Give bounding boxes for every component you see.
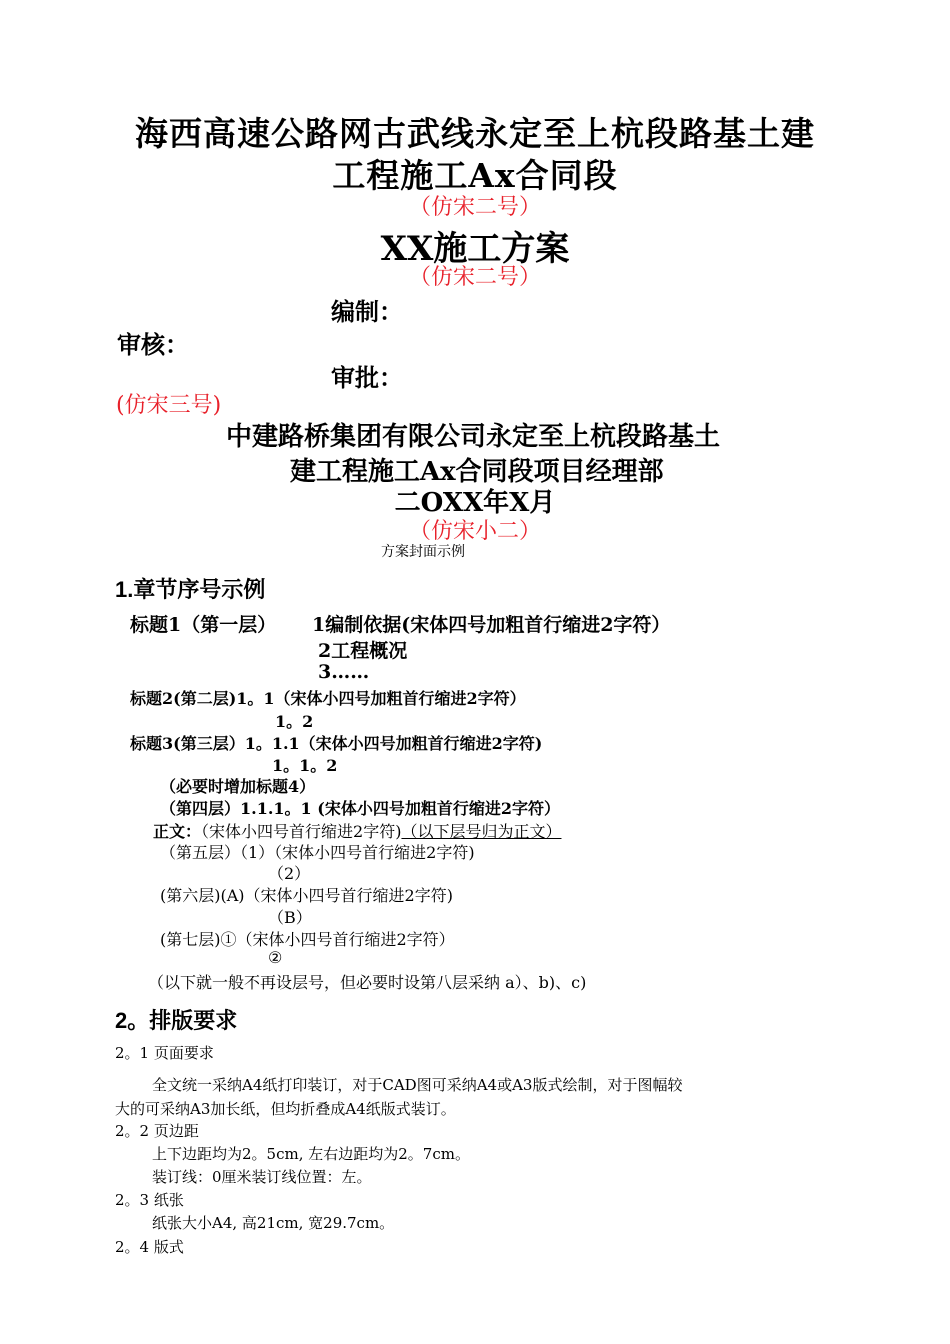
- level8-note: （以下就一般不再设层号，但必要时设第八层采纳 a）、b)、c): [148, 973, 587, 992]
- plan-title: XX施工方案: [380, 229, 570, 269]
- approved-label: 审批：: [331, 363, 403, 392]
- s23-line1: 纸张大小A4, 高21cm, 宽29.7cm。: [152, 1214, 395, 1232]
- body-text-spec: [153, 819, 561, 842]
- body-spec: （宋体小四号首行缩进2字符): [201, 822, 402, 841]
- body-note: （以下层号归为正文）: [401, 822, 562, 841]
- cover-title-line2: 工程施工Ax合同段: [332, 156, 618, 195]
- cover-date: 二OXX年X月: [394, 488, 556, 518]
- level7-line: (第七层)①（宋体小四号首行缩进2字符）: [160, 930, 455, 949]
- level7-item-2: ②: [268, 948, 283, 967]
- level2-item-2: 1。2: [275, 712, 314, 731]
- company-line2: 建工程施工Ax合同段项目经理部: [290, 457, 664, 487]
- level4-line: （第四层）1.1.1。1 (宋体小四号加粗首行缩进2字符）: [160, 799, 560, 818]
- body-label: 正文：: [153, 822, 202, 841]
- s22-heading: 2。2 页边距: [115, 1122, 199, 1140]
- font-note-4: （仿宋小二）: [408, 519, 541, 544]
- level3-item-2: 1。1。2: [272, 756, 338, 775]
- level1-item-3: 3……: [318, 661, 370, 683]
- s22-line2: 装订线：0厘米装订线位置：左。: [152, 1168, 372, 1186]
- level1-item-1: 1编制依据(宋体四号加粗首行缩进2字符）: [312, 614, 671, 636]
- s23-heading: 2。3 纸张: [115, 1191, 184, 1209]
- level1-label: 标题1（第一层）: [130, 614, 277, 636]
- level6-item-2: （B）: [268, 908, 312, 927]
- level3-line: 标题3(第三层）1。1.1（宋体小四号加粗首行缩进2字符): [130, 734, 543, 753]
- level5-line: （第五层）（1）（宋体小四号首行缩进2字符): [160, 843, 475, 862]
- compiled-label: 编制：: [331, 297, 403, 326]
- level2-line: 标题2(第二层)1。1（宋体小四号加粗首行缩进2字符）: [130, 689, 526, 708]
- cover-title-line1: 海西高速公路网古武线永定至上杭段路基土建: [135, 114, 815, 153]
- s21-heading: 2。1 页面要求: [115, 1044, 214, 1062]
- level4-note: （必要时增加标题4）: [160, 777, 316, 796]
- company-line1: 中建路桥集团有限公司永定至上杭段路基土: [226, 422, 721, 452]
- reviewed-label: 审核：: [117, 330, 189, 359]
- section2-heading: 2。排版要求: [115, 1008, 238, 1033]
- cover-caption: 方案封面示例: [381, 543, 465, 559]
- s21-para-line2: 大的可采纳A3加长纸，但均折叠成A4纸版式装订。: [115, 1100, 456, 1118]
- s24-heading: 2。4 版式: [115, 1238, 184, 1256]
- s22-line1: 上下边距均为2。5cm, 左右边距均为2。7cm。: [152, 1145, 470, 1163]
- s21-para-line1: 全文统一采纳A4纸打印装订，对于CAD图可采纳A4或A3版式绘制，对于图幅较: [152, 1076, 683, 1094]
- font-note-1: （仿宋二号）: [408, 195, 541, 220]
- level1-item-2: 2工程概况: [318, 640, 408, 662]
- font-note-3: (仿宋三号): [116, 393, 222, 418]
- level5-item-2: （2）: [268, 864, 311, 883]
- font-note-2: （仿宋二号）: [408, 265, 541, 290]
- section1-heading: 1.章节序号示例: [115, 577, 266, 602]
- level6-line: (第六层)(A)（宋体小四号首行缩进2字符): [160, 886, 453, 905]
